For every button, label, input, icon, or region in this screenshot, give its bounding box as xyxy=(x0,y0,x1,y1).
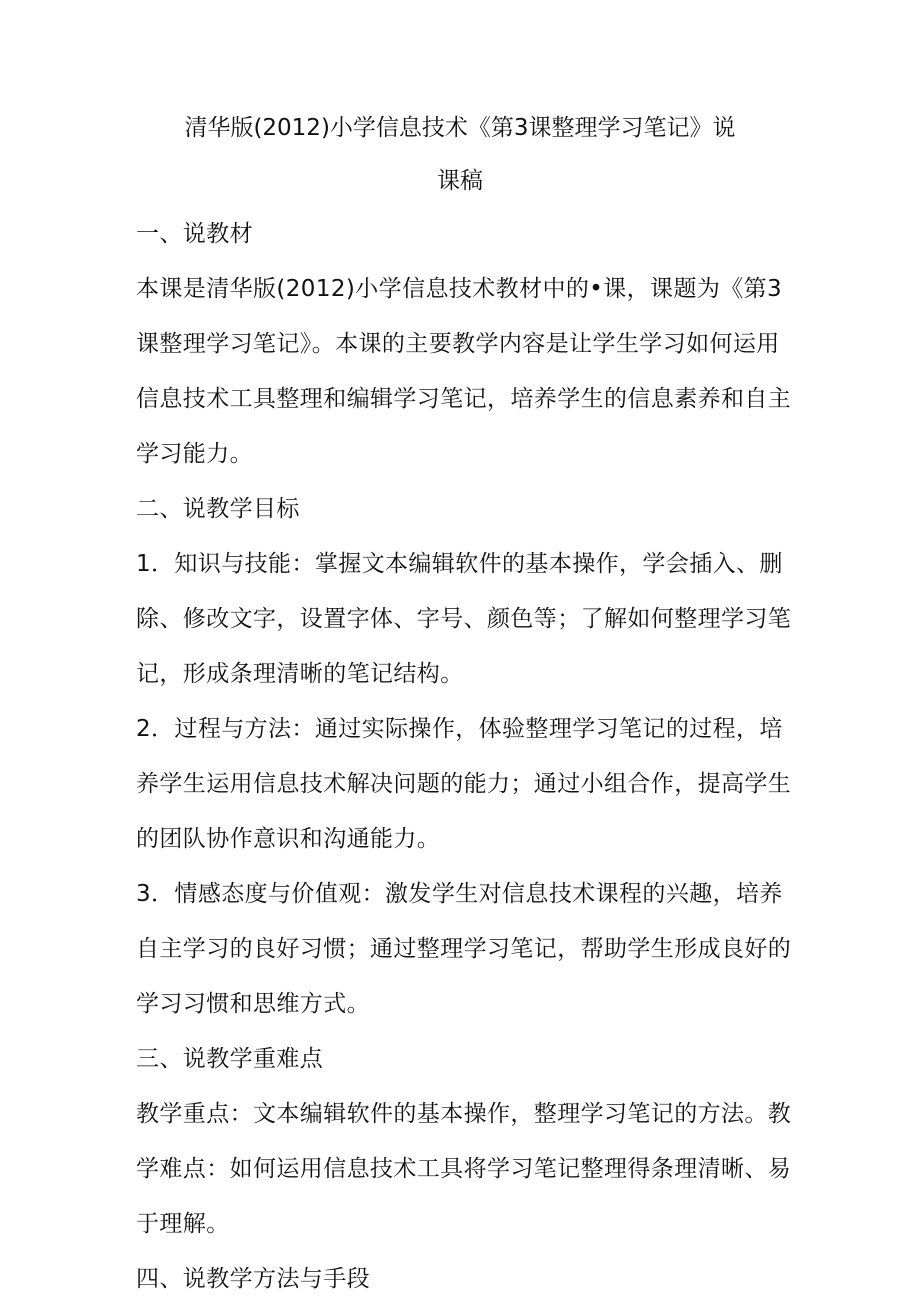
section-heading: 四、说教学方法与手段 xyxy=(136,1266,370,1292)
paragraph-line: 于理解。 xyxy=(136,1211,230,1237)
section-heading: 三、说教学重难点 xyxy=(136,1046,324,1072)
paragraph-line: 养学生运用信息技术解决问题的能力；通过小组合作，提高学生 xyxy=(136,771,792,797)
paragraph-line: 除、修改文字，设置字体、字号、颜色等；了解如何整理学习笔 xyxy=(136,606,792,632)
section-heading: 二、说教学目标 xyxy=(136,496,300,522)
paragraph-line: 记，形成条理清晰的笔记结构。 xyxy=(136,661,464,687)
paragraph-line: 学难点：如何运用信息技术工具将学习笔记整理得条理清晰、易 xyxy=(136,1156,792,1182)
paragraph-line: 的团队协作意识和沟通能力。 xyxy=(136,826,441,852)
paragraph-line: 教学重点：文本编辑软件的基本操作，整理学习笔记的方法。教 xyxy=(136,1101,792,1127)
document-title-line-2: 课稿 xyxy=(437,168,483,194)
paragraph-line: 课整理学习笔记》。本课的主要教学内容是让学生学习如何运用 xyxy=(136,331,780,357)
paragraph-line: 1．知识与技能：掌握文本编辑软件的基本操作，学会插入、删 xyxy=(136,551,783,577)
paragraph-line: 信息技术工具整理和编辑学习笔记，培养学生的信息素养和自主 xyxy=(136,386,792,412)
paragraph-line: 3．情感态度与价值观：激发学生对信息技术课程的兴趣，培养 xyxy=(136,881,783,907)
paragraph-line: 学习习惯和思维方式。 xyxy=(136,991,370,1017)
paragraph-line: 学习能力。 xyxy=(136,441,253,467)
paragraph-line: 本课是清华版(2012)小学信息技术教材中的•课，课题为《第3 xyxy=(136,276,783,302)
section-heading: 一、说教材 xyxy=(136,221,253,247)
document-body xyxy=(136,207,792,1307)
paragraph-line: 2．过程与方法：通过实际操作，体验整理学习笔记的过程，培 xyxy=(136,716,783,742)
document-title-line-1: 清华版(2012)小学信息技术《第3课整理学习笔记》说 xyxy=(184,115,736,141)
paragraph-line: 自主学习的良好习惯；通过整理学习笔记，帮助学生形成良好的 xyxy=(136,936,792,962)
